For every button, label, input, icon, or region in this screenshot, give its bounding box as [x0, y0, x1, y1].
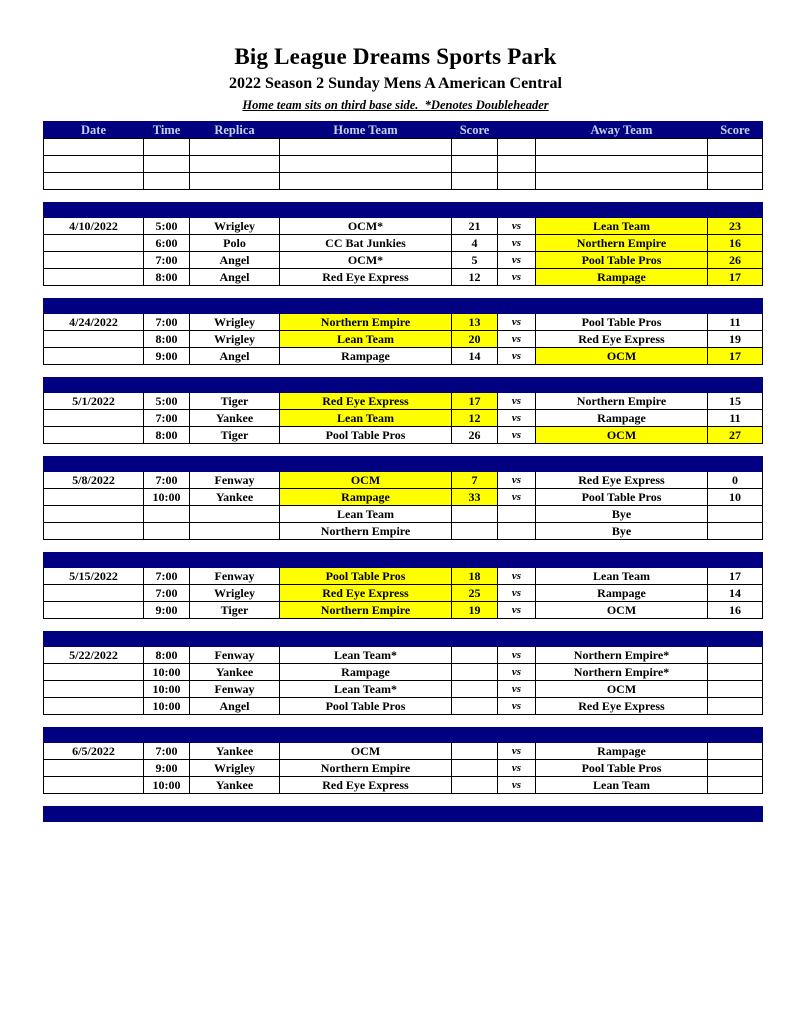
score-home-cell: 13 [452, 314, 498, 331]
home-team-cell: CC Bat Junkies [280, 235, 452, 252]
column-header-away-team: Away Team [536, 122, 708, 139]
score-away-cell [708, 760, 763, 777]
spacer-row [44, 190, 763, 203]
away-team-cell: Red Eye Express [536, 331, 708, 348]
vs-cell: vs [498, 348, 536, 365]
away-team-cell: OCM [536, 602, 708, 619]
game-row [44, 331, 763, 348]
separator-bar-row [44, 632, 763, 647]
replica-cell: Yankee [190, 489, 280, 506]
home-team-cell: OCM [280, 472, 452, 489]
score-home-cell: 12 [452, 269, 498, 286]
date-cell [44, 523, 144, 540]
date-cell [44, 173, 144, 190]
score-home-cell: 25 [452, 585, 498, 602]
separator-bar [44, 553, 763, 568]
away-team-cell: Red Eye Express [536, 698, 708, 715]
time-cell: 7:00 [144, 314, 190, 331]
date-cell: 5/22/2022 [44, 647, 144, 664]
time-cell: 7:00 [144, 472, 190, 489]
score-home-cell [452, 777, 498, 794]
score-away-cell: 0 [708, 472, 763, 489]
score-home-cell [452, 139, 498, 156]
score-away-cell: 16 [708, 235, 763, 252]
time-cell: 7:00 [144, 252, 190, 269]
replica-cell: Angel [190, 698, 280, 715]
replica-cell [190, 173, 280, 190]
score-away-cell: 11 [708, 410, 763, 427]
spacer-row [44, 715, 763, 728]
time-cell: 5:00 [144, 218, 190, 235]
replica-cell: Wrigley [190, 760, 280, 777]
home-team-cell: Red Eye Express [280, 777, 452, 794]
home-team-cell: Lean Team* [280, 647, 452, 664]
score-home-cell [452, 523, 498, 540]
score-away-cell: 11 [708, 314, 763, 331]
separator-bar-row [44, 728, 763, 743]
replica-cell: Angel [190, 252, 280, 269]
time-cell: 7:00 [144, 585, 190, 602]
away-team-cell: Bye [536, 523, 708, 540]
vs-cell: vs [498, 681, 536, 698]
time-cell: 7:00 [144, 410, 190, 427]
score-away-cell: 17 [708, 348, 763, 365]
replica-cell: Yankee [190, 743, 280, 760]
date-cell [44, 602, 144, 619]
date-cell: 6/5/2022 [44, 743, 144, 760]
away-team-cell: Rampage [536, 410, 708, 427]
date-cell [44, 698, 144, 715]
spacer-cell [44, 286, 763, 299]
game-row [44, 218, 763, 235]
spacer-cell [44, 715, 763, 728]
separator-bar-row [44, 553, 763, 568]
home-team-cell: OCM* [280, 252, 452, 269]
spacer-row [44, 619, 763, 632]
separator-bar-row [44, 299, 763, 314]
game-row [44, 777, 763, 794]
time-cell: 10:00 [144, 664, 190, 681]
game-row [44, 698, 763, 715]
game-row [44, 252, 763, 269]
game-row [44, 523, 763, 540]
home-team-cell: Lean Team [280, 410, 452, 427]
replica-cell: Fenway [190, 472, 280, 489]
vs-cell: vs [498, 269, 536, 286]
time-cell: 5:00 [144, 393, 190, 410]
score-away-cell [708, 647, 763, 664]
separator-bar-row [44, 378, 763, 393]
score-away-cell [708, 664, 763, 681]
score-away-cell: 17 [708, 568, 763, 585]
score-away-cell [708, 523, 763, 540]
vs-cell: vs [498, 647, 536, 664]
time-cell: 9:00 [144, 348, 190, 365]
score-away-cell [708, 743, 763, 760]
date-cell [44, 269, 144, 286]
time-cell: 8:00 [144, 331, 190, 348]
date-cell [44, 777, 144, 794]
vs-cell: vs [498, 760, 536, 777]
vs-cell [498, 173, 536, 190]
score-home-cell: 26 [452, 427, 498, 444]
vs-cell: vs [498, 235, 536, 252]
time-cell: 8:00 [144, 647, 190, 664]
time-cell [144, 523, 190, 540]
home-team-cell [280, 173, 452, 190]
game-row [44, 235, 763, 252]
game-row [44, 410, 763, 427]
score-away-cell [708, 777, 763, 794]
home-team-cell: Lean Team [280, 331, 452, 348]
replica-cell: Angel [190, 269, 280, 286]
column-header-score-home: Score [452, 122, 498, 139]
date-cell [44, 410, 144, 427]
score-home-cell [452, 698, 498, 715]
spacer-cell [44, 444, 763, 457]
date-cell [44, 331, 144, 348]
game-row [44, 602, 763, 619]
home-team-cell: Pool Table Pros [280, 698, 452, 715]
replica-cell [190, 156, 280, 173]
score-home-cell: 14 [452, 348, 498, 365]
away-team-cell: Northern Empire [536, 235, 708, 252]
game-row [44, 427, 763, 444]
time-cell: 10:00 [144, 681, 190, 698]
home-team-cell: Rampage [280, 489, 452, 506]
date-cell [44, 506, 144, 523]
home-team-cell: Lean Team* [280, 681, 452, 698]
away-team-cell: Lean Team [536, 568, 708, 585]
game-row [44, 647, 763, 664]
column-header-time: Time [144, 122, 190, 139]
home-team-cell: Northern Empire [280, 523, 452, 540]
score-home-cell [452, 506, 498, 523]
spacer-row [44, 365, 763, 378]
score-home-cell: 18 [452, 568, 498, 585]
time-cell [144, 156, 190, 173]
replica-cell: Wrigley [190, 585, 280, 602]
blank-row [44, 156, 763, 173]
home-team-cell: Northern Empire [280, 602, 452, 619]
time-cell [144, 173, 190, 190]
score-away-cell: 14 [708, 585, 763, 602]
score-away-cell [708, 506, 763, 523]
score-home-cell [452, 664, 498, 681]
game-row [44, 348, 763, 365]
date-cell [44, 681, 144, 698]
vs-cell: vs [498, 743, 536, 760]
date-cell: 4/24/2022 [44, 314, 144, 331]
home-team-cell [280, 156, 452, 173]
score-home-cell: 7 [452, 472, 498, 489]
time-cell: 9:00 [144, 760, 190, 777]
vs-cell [498, 523, 536, 540]
game-row [44, 585, 763, 602]
separator-bar [44, 807, 763, 822]
score-away-cell: 26 [708, 252, 763, 269]
column-header-score-away: Score [708, 122, 763, 139]
away-team-cell: OCM [536, 681, 708, 698]
score-home-cell: 33 [452, 489, 498, 506]
score-away-cell: 17 [708, 269, 763, 286]
time-cell: 8:00 [144, 269, 190, 286]
game-row [44, 681, 763, 698]
separator-bar [44, 728, 763, 743]
league-subtitle: 2022 Season 2 Sunday Mens A American Central [229, 75, 562, 92]
away-team-cell: Pool Table Pros [536, 314, 708, 331]
away-team-cell: Rampage [536, 743, 708, 760]
replica-cell: Fenway [190, 681, 280, 698]
score-away-cell [708, 156, 763, 173]
replica-cell [190, 139, 280, 156]
game-row [44, 393, 763, 410]
vs-cell: vs [498, 489, 536, 506]
date-cell: 5/1/2022 [44, 393, 144, 410]
separator-bar-row [44, 457, 763, 472]
time-cell: 9:00 [144, 602, 190, 619]
vs-cell: vs [498, 568, 536, 585]
replica-cell: Wrigley [190, 314, 280, 331]
game-row [44, 760, 763, 777]
away-team-cell: Pool Table Pros [536, 252, 708, 269]
replica-cell: Tiger [190, 602, 280, 619]
home-team-cell: Pool Table Pros [280, 427, 452, 444]
column-header-home-team: Home Team [280, 122, 452, 139]
replica-cell: Tiger [190, 393, 280, 410]
game-row [44, 269, 763, 286]
spacer-row [44, 540, 763, 553]
home-team-cell: Rampage [280, 664, 452, 681]
spacer-cell [44, 619, 763, 632]
document-header [0, 0, 791, 113]
home-team-cell: Pool Table Pros [280, 568, 452, 585]
replica-cell: Yankee [190, 664, 280, 681]
away-team-cell: Rampage [536, 585, 708, 602]
score-home-cell [452, 681, 498, 698]
page-title: Big League Dreams Sports Park [234, 44, 557, 69]
home-team-cell: Red Eye Express [280, 269, 452, 286]
spacer-row [44, 444, 763, 457]
replica-cell: Yankee [190, 777, 280, 794]
away-team-cell: Pool Table Pros [536, 760, 708, 777]
separator-bar [44, 457, 763, 472]
score-away-cell [708, 173, 763, 190]
score-away-cell [708, 681, 763, 698]
game-row [44, 472, 763, 489]
game-row [44, 506, 763, 523]
away-team-cell: Rampage [536, 269, 708, 286]
home-team-cell: Northern Empire [280, 760, 452, 777]
replica-cell: Fenway [190, 647, 280, 664]
away-team-cell [536, 173, 708, 190]
vs-cell: vs [498, 218, 536, 235]
score-home-cell: 21 [452, 218, 498, 235]
home-team-cell: OCM* [280, 218, 452, 235]
date-cell: 5/15/2022 [44, 568, 144, 585]
score-away-cell: 10 [708, 489, 763, 506]
date-cell [44, 156, 144, 173]
spacer-cell [44, 540, 763, 553]
score-home-cell [452, 173, 498, 190]
blank-row [44, 139, 763, 156]
date-cell [44, 760, 144, 777]
vs-cell: vs [498, 602, 536, 619]
replica-cell: Angel [190, 348, 280, 365]
spacer-cell [44, 190, 763, 203]
score-home-cell: 19 [452, 602, 498, 619]
away-team-cell: Northern Empire* [536, 647, 708, 664]
vs-cell [498, 156, 536, 173]
away-team-cell: Lean Team [536, 218, 708, 235]
replica-cell: Yankee [190, 410, 280, 427]
score-home-cell: 5 [452, 252, 498, 269]
separator-bar [44, 632, 763, 647]
time-cell: 7:00 [144, 568, 190, 585]
vs-cell: vs [498, 410, 536, 427]
home-team-cell [280, 139, 452, 156]
vs-cell [498, 139, 536, 156]
time-cell: 10:00 [144, 698, 190, 715]
schedule-note: Home team sits on third base side. *Denotes Doubleheader [242, 98, 549, 112]
game-row [44, 568, 763, 585]
date-cell [44, 489, 144, 506]
vs-cell: vs [498, 664, 536, 681]
away-team-cell: OCM [536, 348, 708, 365]
date-cell [44, 664, 144, 681]
date-cell [44, 139, 144, 156]
spacer-cell [44, 365, 763, 378]
away-team-cell: Lean Team [536, 777, 708, 794]
away-team-cell: Pool Table Pros [536, 489, 708, 506]
score-away-cell: 27 [708, 427, 763, 444]
game-row [44, 743, 763, 760]
home-team-cell: Red Eye Express [280, 585, 452, 602]
replica-cell [190, 523, 280, 540]
score-home-cell [452, 647, 498, 664]
date-cell [44, 252, 144, 269]
spacer-row [44, 794, 763, 807]
date-cell [44, 348, 144, 365]
vs-cell: vs [498, 427, 536, 444]
spacer-cell [44, 794, 763, 807]
date-cell [44, 585, 144, 602]
score-home-cell: 4 [452, 235, 498, 252]
date-cell: 5/8/2022 [44, 472, 144, 489]
vs-cell: vs [498, 314, 536, 331]
date-cell [44, 235, 144, 252]
time-cell [144, 506, 190, 523]
replica-cell: Wrigley [190, 331, 280, 348]
replica-cell: Wrigley [190, 218, 280, 235]
time-cell: 8:00 [144, 427, 190, 444]
score-away-cell [708, 698, 763, 715]
blank-row [44, 173, 763, 190]
time-cell: 6:00 [144, 235, 190, 252]
game-row [44, 314, 763, 331]
away-team-cell [536, 156, 708, 173]
vs-cell: vs [498, 393, 536, 410]
time-cell: 10:00 [144, 777, 190, 794]
replica-cell: Fenway [190, 568, 280, 585]
vs-cell: vs [498, 252, 536, 269]
date-cell [44, 427, 144, 444]
home-team-cell: Northern Empire [280, 314, 452, 331]
home-team-cell: Rampage [280, 348, 452, 365]
away-team-cell: Northern Empire [536, 393, 708, 410]
score-home-cell: 20 [452, 331, 498, 348]
vs-cell: vs [498, 472, 536, 489]
home-team-cell: Lean Team [280, 506, 452, 523]
vs-cell [498, 506, 536, 523]
time-cell [144, 139, 190, 156]
spacer-row [44, 286, 763, 299]
replica-cell: Polo [190, 235, 280, 252]
score-away-cell: 23 [708, 218, 763, 235]
home-team-cell: Red Eye Express [280, 393, 452, 410]
score-home-cell: 17 [452, 393, 498, 410]
score-home-cell [452, 156, 498, 173]
score-home-cell [452, 743, 498, 760]
vs-cell: vs [498, 331, 536, 348]
time-cell: 7:00 [144, 743, 190, 760]
away-team-cell: Red Eye Express [536, 472, 708, 489]
score-away-cell: 15 [708, 393, 763, 410]
score-home-cell [452, 760, 498, 777]
column-header-date: Date [44, 122, 144, 139]
vs-cell: vs [498, 698, 536, 715]
table-header-row [44, 122, 763, 139]
column-header-replica: Replica [190, 122, 280, 139]
column-header-vs [498, 122, 536, 139]
score-away-cell [708, 139, 763, 156]
away-team-cell: OCM [536, 427, 708, 444]
schedule-table [43, 121, 763, 822]
replica-cell: Tiger [190, 427, 280, 444]
separator-bar [44, 378, 763, 393]
score-away-cell: 16 [708, 602, 763, 619]
score-away-cell: 19 [708, 331, 763, 348]
away-team-cell [536, 139, 708, 156]
game-row [44, 489, 763, 506]
away-team-cell: Bye [536, 506, 708, 523]
vs-cell: vs [498, 777, 536, 794]
home-team-cell: OCM [280, 743, 452, 760]
away-team-cell: Northern Empire* [536, 664, 708, 681]
date-cell: 4/10/2022 [44, 218, 144, 235]
separator-bar [44, 203, 763, 218]
game-row [44, 664, 763, 681]
time-cell: 10:00 [144, 489, 190, 506]
vs-cell: vs [498, 585, 536, 602]
separator-bar [44, 299, 763, 314]
separator-bar-row [44, 807, 763, 822]
replica-cell [190, 506, 280, 523]
separator-bar-row [44, 203, 763, 218]
score-home-cell: 12 [452, 410, 498, 427]
